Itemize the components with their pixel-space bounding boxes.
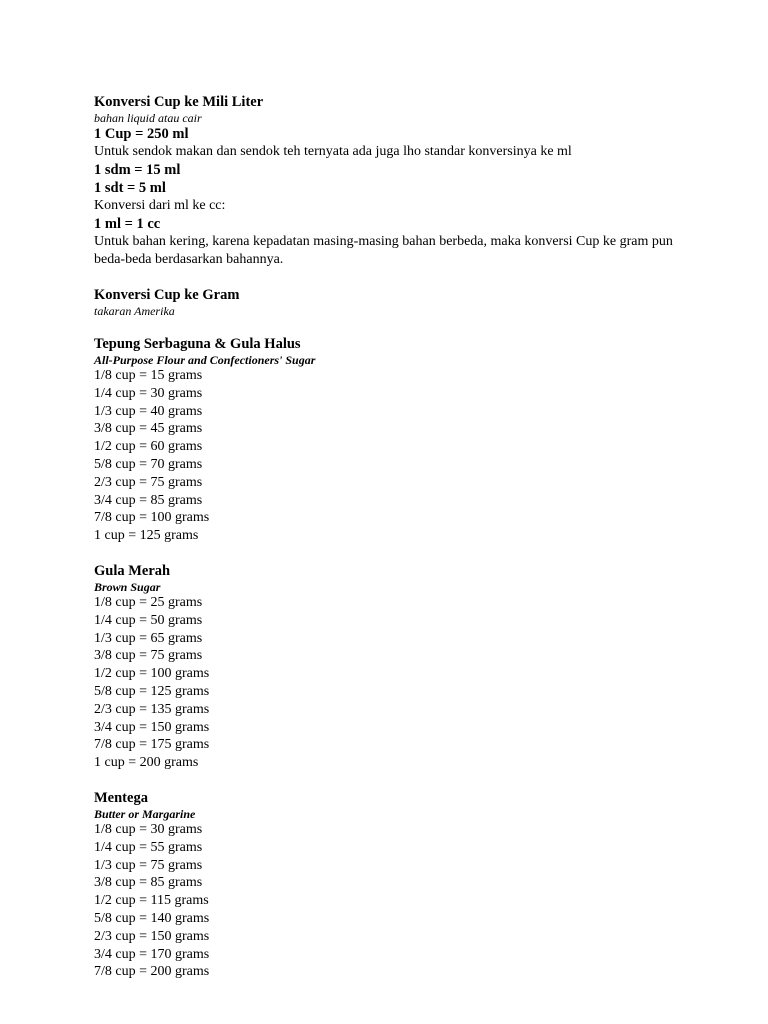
list-item: 3/4 cup = 170 grams	[94, 946, 210, 962]
list-item: 1/4 cup = 30 grams	[94, 385, 203, 401]
group-title: Gula Merah	[94, 562, 171, 579]
list-item: 7/8 cup = 200 grams	[94, 964, 210, 980]
list-item: 1/3 cup = 75 grams	[94, 857, 203, 873]
list-item: 3/8 cup = 45 grams	[94, 421, 203, 437]
list-item: 1 cup = 200 grams	[94, 755, 199, 771]
list-item: 5/8 cup = 140 grams	[94, 910, 210, 926]
list-item: 5/8 cup = 70 grams	[94, 456, 203, 472]
spacer	[94, 318, 694, 335]
conversion-list	[94, 821, 694, 981]
list-item: 3/4 cup = 85 grams	[94, 492, 203, 508]
list-item: 1/3 cup = 40 grams	[94, 403, 203, 419]
list-item: 1 cup = 125 grams	[94, 528, 199, 544]
spacer	[94, 545, 694, 562]
list-item: 1/3 cup = 65 grams	[94, 630, 203, 646]
group-butter	[94, 789, 694, 981]
group-flour	[94, 335, 694, 545]
conversion-ml-cc: 1 ml = 1 cc	[94, 216, 161, 232]
conversion-sdm: 1 sdm = 15 ml	[94, 162, 181, 178]
spacer	[94, 269, 694, 286]
section-subtitle-cup-gram: takaran Amerika	[94, 304, 175, 318]
list-item: 7/8 cup = 100 grams	[94, 510, 210, 526]
paragraph-spoon-standard: Untuk sendok makan dan sendok teh ternyata ada juga lho standar konversinya ke ml	[94, 144, 572, 159]
group-title: Tepung Serbaguna & Gula Halus	[94, 336, 301, 352]
list-item: 1/4 cup = 55 grams	[94, 839, 203, 855]
list-item: 3/8 cup = 85 grams	[94, 875, 203, 891]
group-subtitle: Brown Sugar	[94, 579, 161, 594]
list-item: 2/3 cup = 150 grams	[94, 928, 210, 944]
paragraph-ml-cc: Konversi dari ml ke cc:	[94, 198, 226, 213]
list-item: 1/4 cup = 50 grams	[94, 612, 203, 628]
list-item: 7/8 cup = 175 grams	[94, 737, 210, 753]
section-subtitle-cup-ml: bahan liquid atau cair	[94, 111, 202, 125]
list-item: 1/8 cup = 30 grams	[94, 821, 203, 837]
conversion-cup-ml: 1 Cup = 250 ml	[94, 126, 189, 142]
section-title-cup-gram: Konversi Cup ke Gram	[94, 287, 240, 303]
list-item: 1/8 cup = 25 grams	[94, 594, 203, 610]
paragraph-dry-ingredients: Untuk bahan kering, karena kepadatan masing-masing bahan berbeda, maka konversi Cup ke gram pun beda-beda berdasarkan bahannya.	[94, 234, 673, 267]
list-item: 1/2 cup = 100 grams	[94, 666, 210, 682]
document-page	[94, 93, 694, 981]
list-item: 5/8 cup = 125 grams	[94, 683, 210, 699]
group-brown-sugar	[94, 562, 694, 772]
group-subtitle: All-Purpose Flour and Confectioners' Sugar	[94, 353, 316, 367]
list-item: 1/8 cup = 15 grams	[94, 368, 203, 383]
list-item: 1/2 cup = 60 grams	[94, 439, 203, 455]
section-title-cup-ml: Konversi Cup ke Mili Liter	[94, 94, 264, 110]
list-item: 3/8 cup = 75 grams	[94, 648, 203, 664]
list-item: 3/4 cup = 150 grams	[94, 719, 210, 735]
group-subtitle: Butter or Margarine	[94, 806, 196, 821]
spacer	[94, 772, 694, 789]
list-item: 2/3 cup = 135 grams	[94, 701, 210, 717]
group-title: Mentega	[94, 789, 148, 806]
conversion-list	[94, 594, 694, 772]
conversion-list	[94, 367, 694, 545]
conversion-sdt: 1 sdt = 5 ml	[94, 180, 166, 196]
list-item: 1/2 cup = 115 grams	[94, 893, 209, 909]
list-item: 2/3 cup = 75 grams	[94, 474, 203, 490]
